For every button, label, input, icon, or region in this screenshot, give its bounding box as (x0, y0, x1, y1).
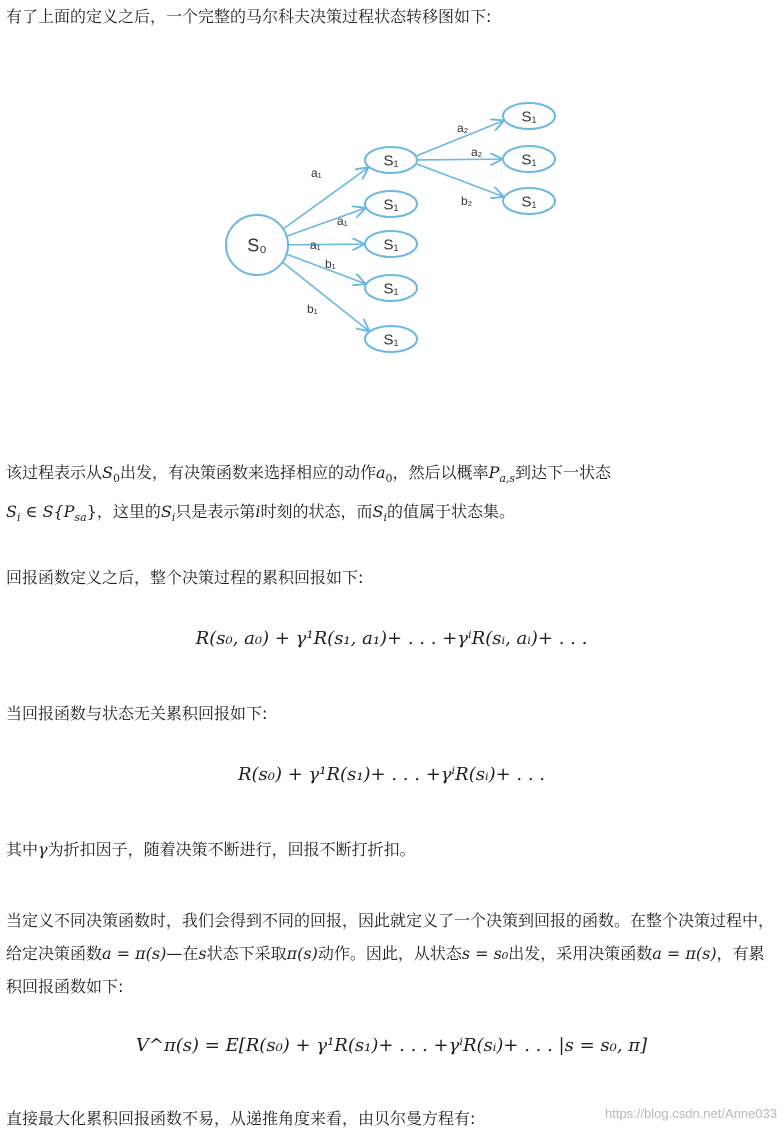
math-pi-s: π(s) (286, 944, 318, 963)
state-independent-reward-formula: R(s₀) + γ¹R(s₁)+ . . . +γⁱR(sᵢ)+ . . . (237, 764, 546, 785)
text-segment: 到达下一状态 (515, 463, 612, 482)
cumulative-reward-intro: 回报函数定义之后，整个决策过程的累积回报如下: (6, 568, 364, 587)
action-label: a₂ (471, 145, 483, 159)
state-node-s1-label: S₁ (383, 280, 399, 298)
action-label: b₁ (307, 302, 318, 316)
math-Si: $S_i$ (372, 502, 387, 525)
transition-arrow (418, 159, 501, 160)
csdn-watermark: https://blog.csdn.net/Anne033 (604, 1106, 777, 1121)
text-segment: 只是表示第 (175, 502, 256, 522)
action-label: a₁ (310, 238, 321, 252)
action-label: a₂ (457, 121, 469, 135)
text-segment: 的值属于状态集。 (386, 502, 515, 522)
action-label: a₁ (337, 214, 348, 228)
math-policy: a = π(s) (102, 944, 167, 963)
transition-arrow (417, 164, 503, 196)
math-a0: $a_0$ (376, 463, 393, 486)
action-label: b₂ (461, 194, 473, 208)
action-label: a₁ (311, 166, 322, 180)
text-segment: 时刻的状态，而 (260, 502, 373, 522)
policy-definition-paragraph: 当定义不同决策函数时，我们会得到不同的回报，因此就定义了一个决策到回报的函数。在整个决策过程中，给定决策函数a = π(s)—在s状态下采取π(s)动作。因此，从状态s = s₀出发，采用决策函数a = π(s)，有累积回报函数如下: (6, 911, 775, 996)
math-Si: $S_i$ (160, 502, 176, 525)
math-s: s (198, 944, 207, 963)
state-node-s1-label: S₁ (383, 331, 399, 349)
math-S0: $S_0$ (102, 463, 120, 486)
state-node-s1-label: S₁ (383, 196, 399, 214)
math-i: i (255, 502, 261, 522)
math-policy: a = π(s) (652, 944, 717, 963)
text-segment: 该过程表示从 (6, 463, 103, 482)
intro-paragraph: 有了上面的定义之后，一个完整的马尔科夫决策过程状态转移图如下: (6, 7, 492, 26)
transition-arrow (288, 208, 365, 236)
math-Si-in-S: $S_i$ ∈ $S\{P_{sa}\}$ (6, 502, 97, 525)
transition-arrow (289, 244, 363, 245)
math-P-as: $P_{a,s}$ (488, 463, 516, 486)
state-independent-reward-intro: 当回报函数与状态无关累积回报如下: (6, 704, 268, 723)
state-node-s0-label: S₀ (247, 235, 267, 256)
state-node-s1-label: S₁ (521, 151, 537, 169)
process-description-paragraph (6, 456, 776, 534)
value-function-formula: V^π(s) = E[R(s₀) + γ¹R(s₁)+ . . . +γⁱR(sᵢ)+ . . . |s = s₀, π] (135, 1035, 648, 1056)
action-label: b₁ (325, 257, 336, 271)
math-gamma: γ (38, 840, 48, 859)
text-segment: ，这里的 (96, 502, 161, 522)
diagram-nodes (226, 103, 555, 352)
discount-factor-paragraph: 其中γ为折扣因子，随着决策不断进行，回报不断打折扣。 (6, 840, 416, 859)
state-node-s1-label: S₁ (521, 193, 537, 211)
mdp-state-transition-diagram (215, 85, 565, 360)
cumulative-reward-formula: R(s₀, a₀) + γ¹R(s₁, a₁)+ . . . +γⁱR(sᵢ, aᵢ)+ . . . (195, 628, 588, 649)
bellman-intro-paragraph: 直接最大化累积回报函数不易，从递推角度来看，由贝尔曼方程有: (6, 1109, 476, 1128)
text-segment: 出发，有决策函数来选择相应的动作 (119, 463, 376, 482)
transition-arrow (284, 168, 367, 228)
math-s-equals-s0: s = s₀ (461, 944, 509, 963)
state-node-s1-label: S₁ (383, 236, 399, 254)
text-segment: ，然后以概率 (392, 463, 489, 482)
state-node-s1-label: S₁ (521, 108, 537, 126)
transition-arrow (283, 263, 368, 331)
state-node-s1-label: S₁ (383, 152, 399, 170)
